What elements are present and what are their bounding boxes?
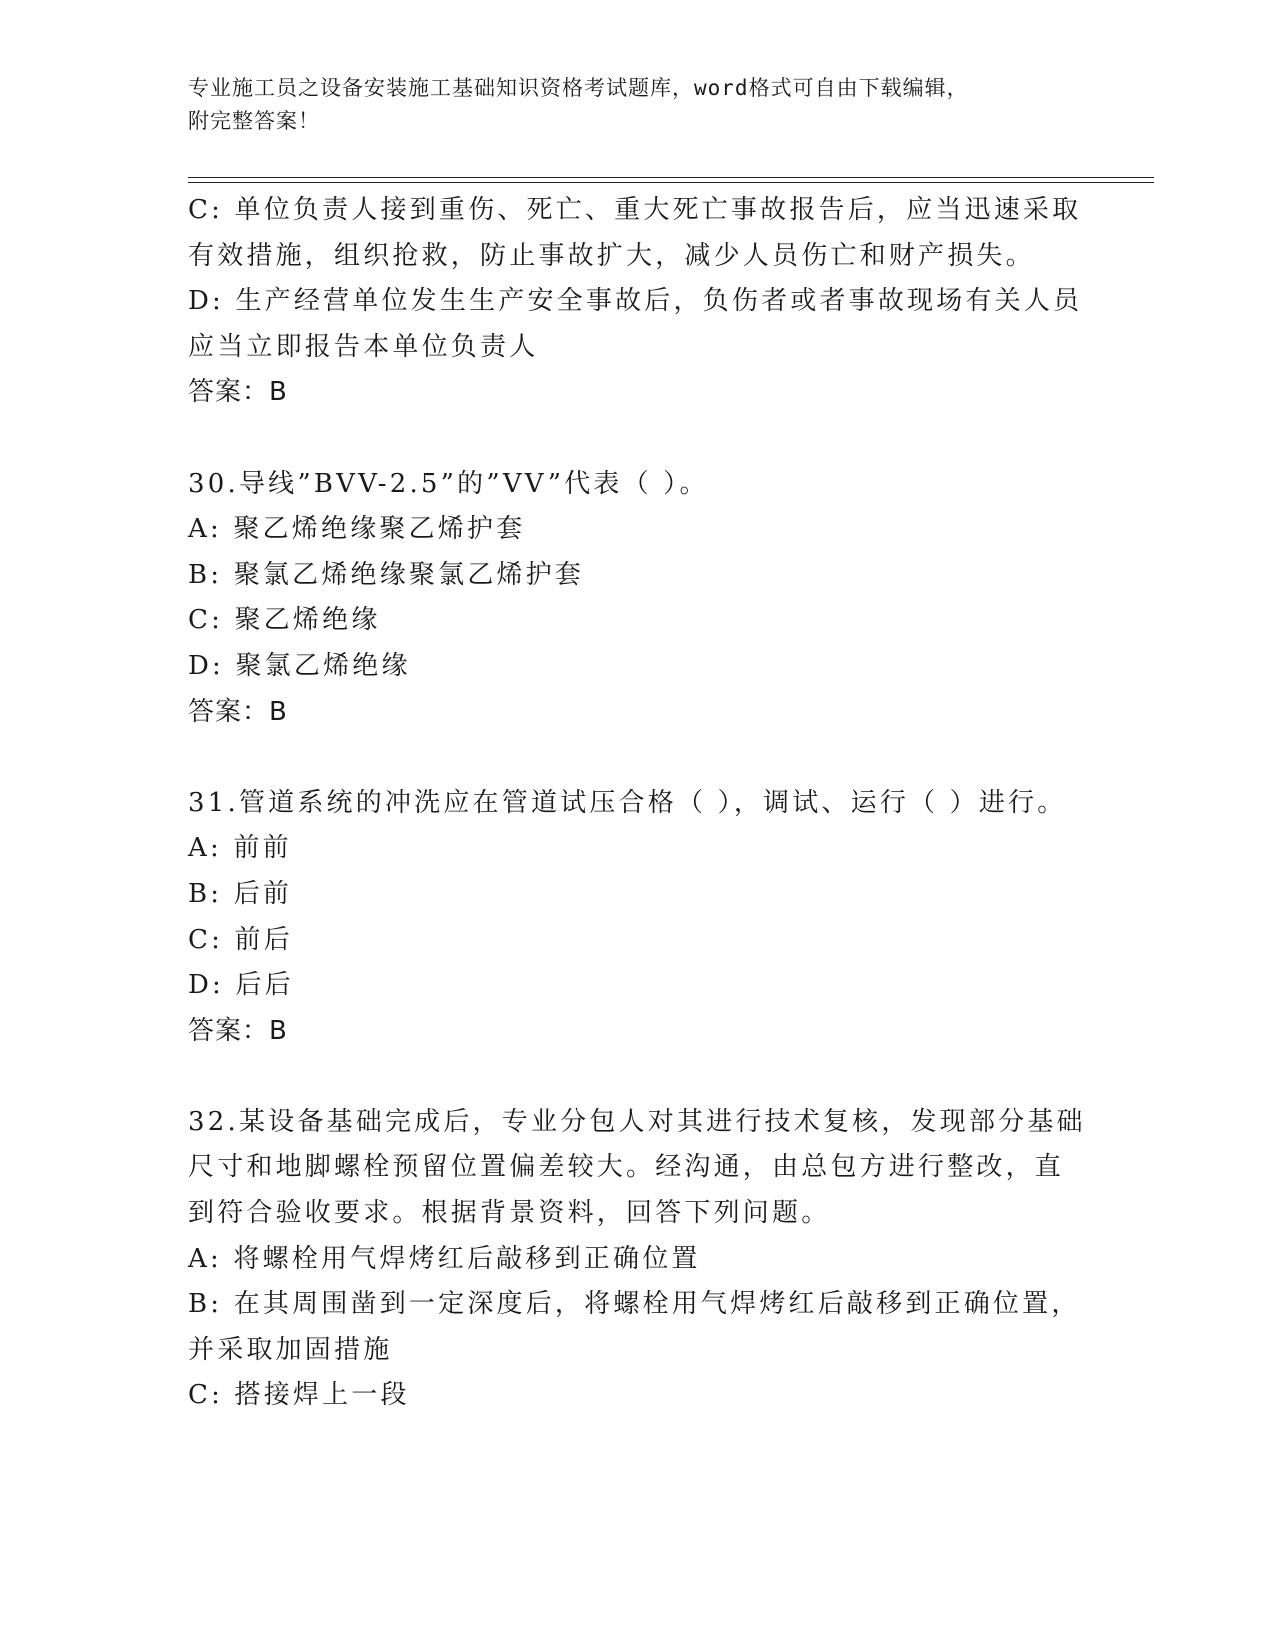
question-32-stem-line-2: 尺寸和地脚螺栓预留位置偏差较大。经沟通，由总包方进行整改，直 <box>188 1152 1065 1183</box>
question-30 <box>188 462 1088 736</box>
answer-31: 答案：B <box>188 1015 288 1046</box>
question-32-stem-line-1: 32.某设备基础完成后，专业分包人对其进行技术复核，发现部分基础 <box>188 1106 1086 1137</box>
answer-30: 答案：B <box>188 696 288 727</box>
header-divider-bottom <box>188 182 1154 183</box>
question-30-option-d: D: 聚氯乙烯绝缘 <box>188 650 411 681</box>
question-31-option-a: A: 前前 <box>188 833 292 864</box>
header-title-line-2: 附完整答案！ <box>188 109 320 133</box>
option-c-line-2: 有效措施，组织抢救，防止事故扩大，减少人员伤亡和财产损失。 <box>188 240 1035 271</box>
document-header <box>188 72 1068 138</box>
header-title-line-1: 专业施工员之设备安装施工基础知识资格考试题库，word格式可自由下载编辑， <box>188 76 969 100</box>
question-31-stem: 31.管道系统的冲洗应在管道试压合格（ ），调试、运行（ ）进行。 <box>188 787 1067 818</box>
question-32-option-c: C: 搭接焊上一段 <box>188 1380 410 1411</box>
question-30-option-a: A: 聚乙烯绝缘聚乙烯护套 <box>188 514 526 545</box>
question-31 <box>188 781 1088 1055</box>
document-body <box>188 188 1088 1419</box>
question-29-continuation <box>188 188 1088 416</box>
question-30-option-b: B: 聚氯乙烯绝缘聚氯乙烯护套 <box>188 559 585 590</box>
option-c-line-1: C: 单位负责人接到重伤、死亡、重大死亡事故报告后，应当迅速采取 <box>188 195 1082 225</box>
question-32-option-b-line-1: B: 在其周围凿到一定深度后，将螺栓用气焊烤红后敲移到正确位置， <box>188 1289 1081 1320</box>
question-32 <box>188 1100 1088 1419</box>
answer-29: 答案：B <box>188 377 288 408</box>
option-d-line-2: 应当立即报告本单位负责人 <box>188 331 539 362</box>
question-32-stem-line-3: 到符合验收要求。根据背景资料，回答下列问题。 <box>188 1198 831 1229</box>
question-30-stem: 30.导线”BVV-2.5”的”VV”代表（ ）。 <box>188 468 709 499</box>
header-divider-top <box>188 177 1154 178</box>
spacer <box>188 1054 1088 1100</box>
question-30-option-c: C: 聚乙烯绝缘 <box>188 605 381 636</box>
question-32-option-b-line-2: 并采取加固措施 <box>188 1334 393 1365</box>
option-d-line-1: D: 生产经营单位发生生产安全事故后，负伤者或者事故现场有关人员 <box>188 286 1083 317</box>
question-32-option-a: A: 将螺栓用气焊烤红后敲移到正确位置 <box>188 1243 701 1274</box>
question-31-option-d: D: 后后 <box>188 970 294 1001</box>
question-31-option-c: C: 前后 <box>188 924 293 955</box>
spacer <box>188 735 1088 781</box>
spacer <box>188 416 1088 462</box>
question-31-option-b: B: 后前 <box>188 878 293 909</box>
